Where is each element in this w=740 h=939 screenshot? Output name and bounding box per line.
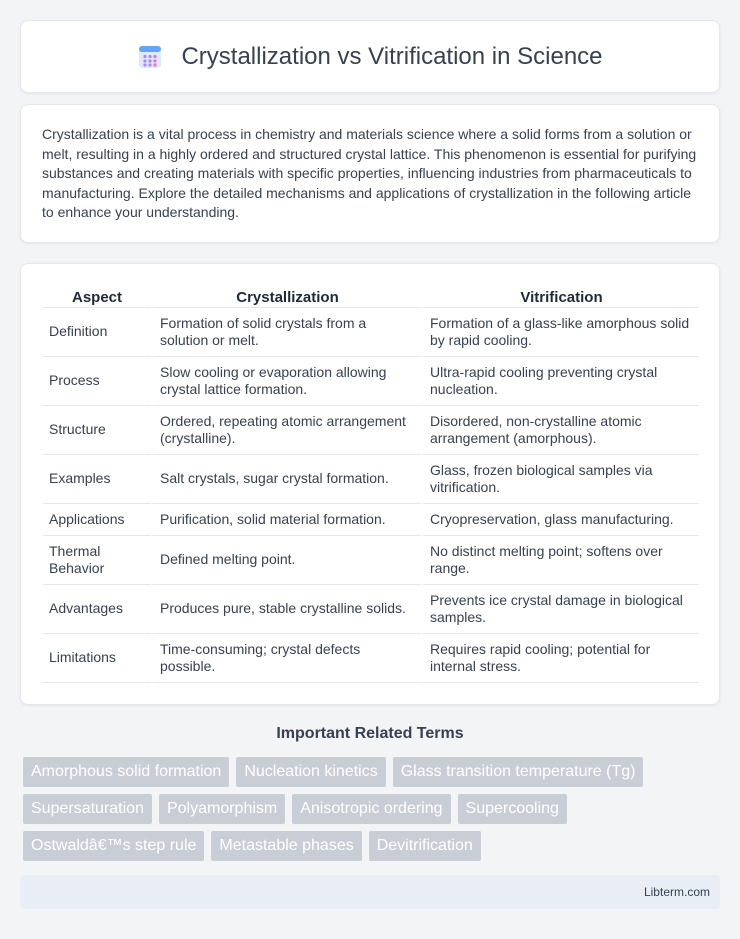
table-cell-vitrification: No distinct melting point; softens over range. bbox=[421, 536, 699, 585]
related-term-tag[interactable]: Polyamorphism bbox=[159, 794, 285, 824]
table-cell-aspect: Process bbox=[43, 357, 151, 406]
table-row bbox=[43, 357, 699, 406]
table-cell-vitrification: Formation of a glass-like amorphous solid by rapid cooling. bbox=[421, 308, 699, 357]
table-row bbox=[43, 308, 699, 357]
table-row bbox=[43, 455, 699, 504]
table-cell-crystallization: Ordered, repeating atomic arrangement (crystalline). bbox=[151, 406, 421, 455]
table-cell-crystallization: Defined melting point. bbox=[151, 536, 421, 585]
calculator-grid-icon bbox=[137, 44, 163, 70]
related-term-tag[interactable]: Anisotropic ordering bbox=[292, 794, 450, 824]
table-cell-aspect: Advantages bbox=[43, 585, 151, 634]
table-cell-crystallization: Time-consuming; crystal defects possible. bbox=[151, 634, 421, 683]
related-term-tag[interactable]: Glass transition temperature (Tg) bbox=[393, 757, 644, 787]
comparison-table bbox=[43, 286, 699, 683]
table-row bbox=[43, 634, 699, 683]
table-cell-aspect: Applications bbox=[43, 504, 151, 536]
table-cell-aspect: Structure bbox=[43, 406, 151, 455]
footer bbox=[20, 875, 720, 909]
column-header-aspect: Aspect bbox=[43, 286, 151, 308]
table-cell-aspect: Limitations bbox=[43, 634, 151, 683]
column-header-vitrification: Vitrification bbox=[421, 286, 699, 308]
intro-card bbox=[20, 104, 720, 243]
table-cell-crystallization: Formation of solid crystals from a solution or melt. bbox=[151, 308, 421, 357]
related-term-tag[interactable]: Supersaturation bbox=[23, 794, 152, 824]
table-cell-vitrification: Ultra-rapid cooling preventing crystal nucleation. bbox=[421, 357, 699, 406]
related-term-tag[interactable]: Nucleation kinetics bbox=[236, 757, 385, 787]
table-cell-aspect: Definition bbox=[43, 308, 151, 357]
table-row bbox=[43, 536, 699, 585]
related-term-tag[interactable]: Supercooling bbox=[458, 794, 567, 824]
header-card bbox=[20, 20, 720, 93]
table-cell-vitrification: Prevents ice crystal damage in biological samples. bbox=[421, 585, 699, 634]
related-terms-title: Important Related Terms bbox=[276, 725, 464, 742]
table-header-row bbox=[43, 286, 699, 308]
table-cell-vitrification: Requires rapid cooling; potential for internal stress. bbox=[421, 634, 699, 683]
comparison-table-card bbox=[20, 263, 720, 705]
table-cell-crystallization: Purification, solid material formation. bbox=[151, 504, 421, 536]
intro-paragraph: Crystallization is a vital process in chemistry and materials science where a solid forms from a solution or melt, resulting in a highly ordered and structured crystal lattice. This phenomenon is essential for purifying substances and creating materials with specific properties, influencing industries from pharmaceuticals to manufacturing. Explore the detailed mechanisms and applications of crystallization in the following article to enhance your understanding. bbox=[42, 126, 697, 220]
table-cell-vitrification: Glass, frozen biological samples via vitrification. bbox=[421, 455, 699, 504]
table-cell-aspect: Examples bbox=[43, 455, 151, 504]
table-row bbox=[43, 585, 699, 634]
table-cell-vitrification: Cryopreservation, glass manufacturing. bbox=[421, 504, 699, 536]
column-header-crystallization: Crystallization bbox=[151, 286, 421, 308]
table-cell-crystallization: Produces pure, stable crystalline solids. bbox=[151, 585, 421, 634]
table-row bbox=[43, 504, 699, 536]
table-cell-vitrification: Disordered, non-crystalline atomic arrangement (amorphous). bbox=[421, 406, 699, 455]
page-title: Crystallization vs Vitrification in Science bbox=[181, 42, 603, 70]
related-terms-list bbox=[23, 757, 683, 861]
footer-site-link[interactable]: Libterm.com bbox=[643, 885, 710, 899]
table-cell-aspect: Thermal Behavior bbox=[43, 536, 151, 585]
related-term-tag[interactable]: Metastable phases bbox=[211, 831, 361, 861]
related-term-tag[interactable]: Amorphous solid formation bbox=[23, 757, 229, 787]
table-cell-crystallization: Salt crystals, sugar crystal formation. bbox=[151, 455, 421, 504]
related-term-tag[interactable]: Devitrification bbox=[369, 831, 481, 861]
table-cell-crystallization: Slow cooling or evaporation allowing crystal lattice formation. bbox=[151, 357, 421, 406]
related-term-tag[interactable]: Ostwaldâ€™s step rule bbox=[23, 831, 204, 861]
table-row bbox=[43, 406, 699, 455]
